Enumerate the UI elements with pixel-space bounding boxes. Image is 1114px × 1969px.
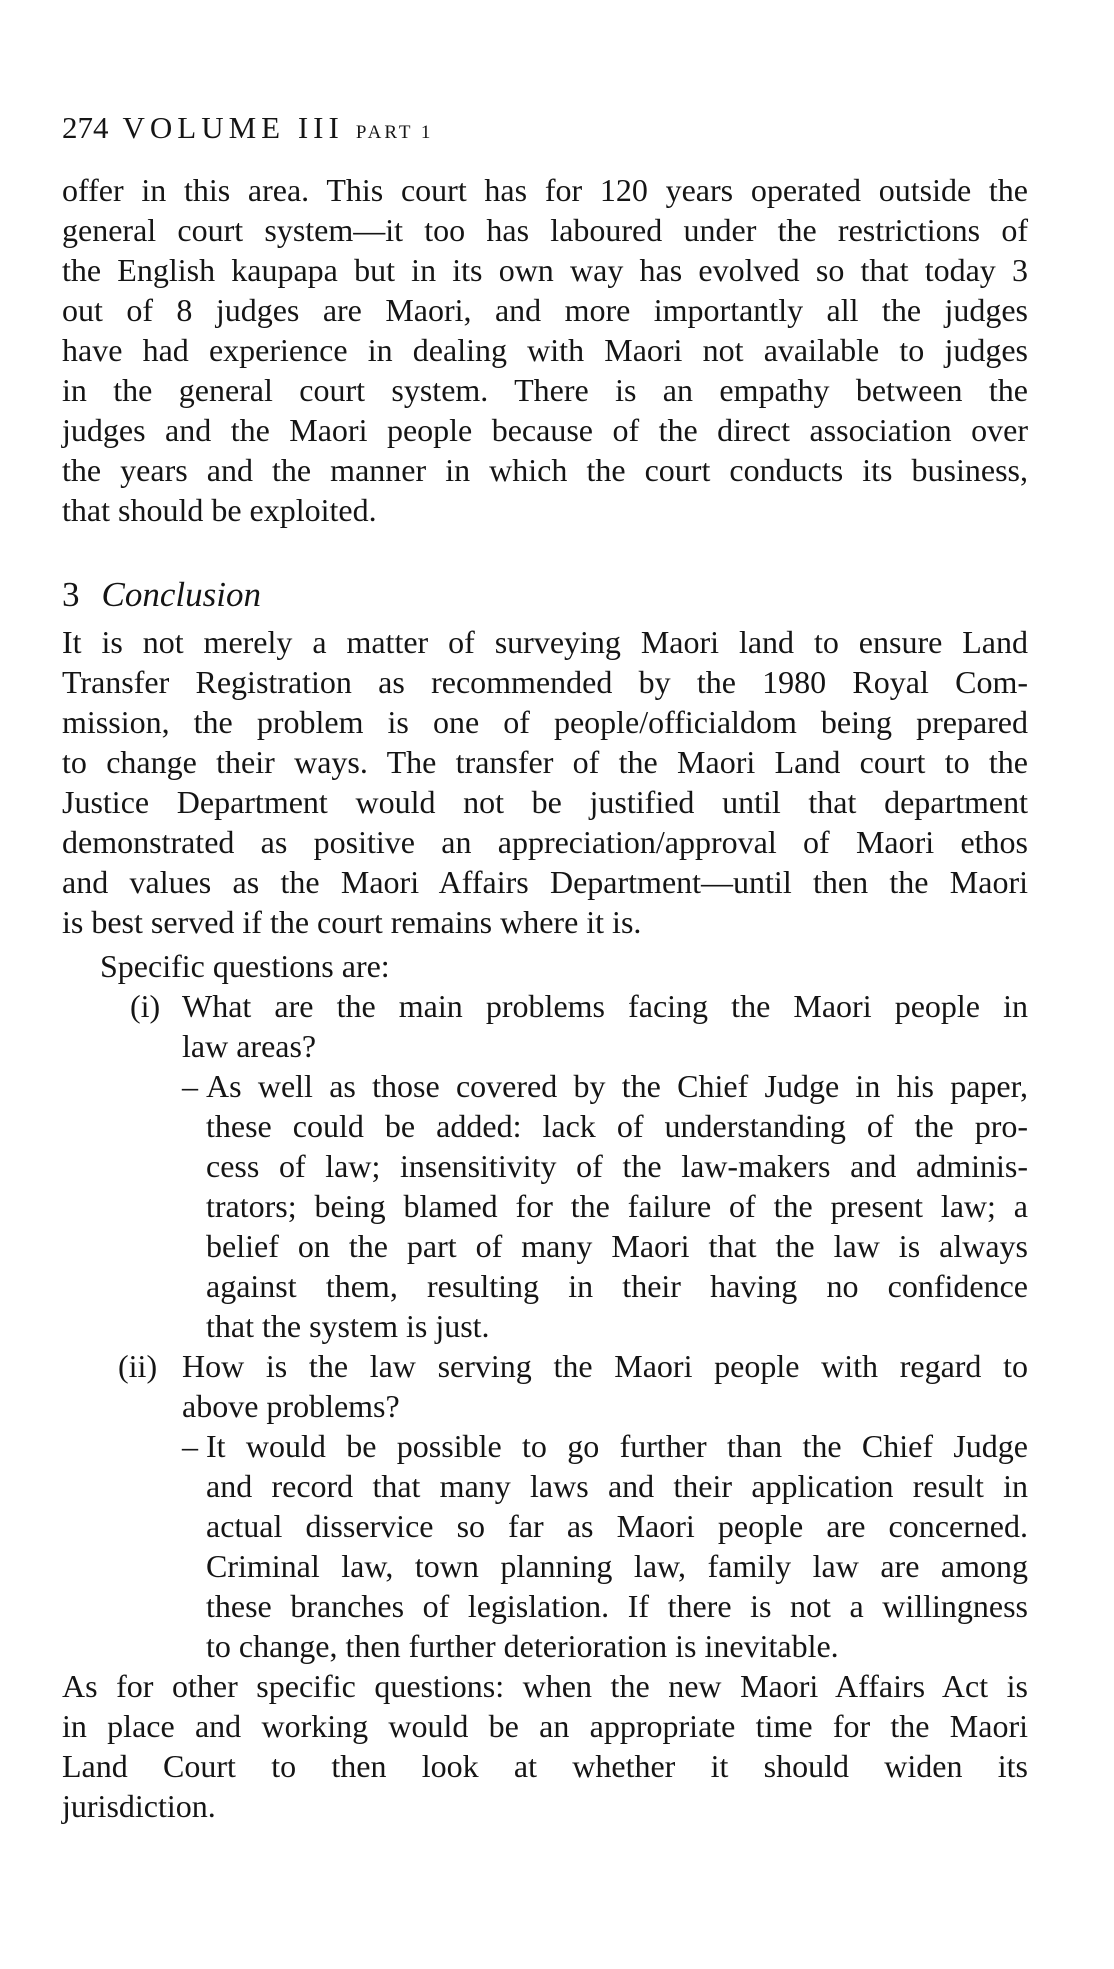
text-line: and values as the Maori Affairs Department—until then the Maori	[62, 864, 1028, 900]
text-line: As well as those covered by the Chief Judge in his paper,	[206, 1068, 1028, 1104]
text-line: the English kaupapa but in its own way has evolved so that today 3	[62, 252, 1028, 288]
text-line: belief on the part of many Maori that the law is always	[206, 1228, 1028, 1264]
page-number: 274	[62, 110, 109, 145]
question-label: (i)	[130, 988, 161, 1024]
text-line: Land Court to then look at whether it should widen its	[62, 1748, 1028, 1784]
text-line: against them, resulting in their having no confidence	[206, 1268, 1028, 1304]
text-line: in the general court system. There is an empathy between the	[62, 372, 1028, 408]
text-line: and record that many laws and their application result in	[206, 1468, 1028, 1504]
text-line: demonstrated as positive an appreciation/approval of Maori ethos	[62, 824, 1028, 860]
text-line: these could be added: lack of understanding of the pro-	[206, 1108, 1028, 1144]
text-line: that should be exploited.	[62, 492, 377, 528]
text-line: mission, the problem is one of people/officialdom being prepared	[62, 704, 1028, 740]
part-label: PART 1	[355, 122, 434, 143]
text-line: Transfer Registration as recommended by the 1980 Royal Com-	[62, 664, 1028, 700]
text-line: general court system—it too has laboured under the restrictions of	[62, 212, 1028, 248]
closing-paragraph	[62, 1666, 1028, 1826]
text-line: that the system is just.	[206, 1308, 490, 1344]
text-line: cess of law; insensitivity of the law-makers and adminis-	[206, 1148, 1028, 1184]
text-line: have had experience in dealing with Maori not available to judges	[62, 332, 1028, 368]
volume-label: VOLUME III	[122, 110, 344, 145]
text-line: to change their ways. The transfer of the Maori Land court to the	[62, 744, 1028, 780]
text-line: in place and working would be an appropriate time for the Maori	[62, 1708, 1028, 1744]
section-number: 3	[62, 575, 80, 614]
text-line: above problems?	[182, 1388, 400, 1424]
text-line: judges and the Maori people because of the direct association over	[62, 412, 1028, 448]
conclusion-paragraph	[62, 622, 1028, 942]
text-line: offer in this area. This court has for 120 years operated outside the	[62, 172, 1028, 208]
text-line: Justice Department would not be justified until that department	[62, 784, 1028, 820]
text-line: It is not merely a matter of surveying Maori land to ensure Land	[62, 624, 1028, 660]
questions-intro: Specific questions are:	[100, 948, 390, 984]
text-line: these branches of legislation. If there is not a willingness	[206, 1588, 1028, 1624]
text-line: the years and the manner in which the court conducts its business,	[62, 452, 1028, 488]
section-heading	[62, 573, 261, 617]
section-title: Conclusion	[101, 575, 261, 614]
answer-text	[206, 1066, 1028, 1346]
answer-text	[206, 1426, 1028, 1666]
question-text	[182, 1346, 1028, 1426]
text-line: How is the law serving the Maori people with regard to	[182, 1348, 1028, 1384]
text-line: Criminal law, town planning law, family law are among	[206, 1548, 1028, 1584]
text-line: What are the main problems facing the Maori people in	[182, 988, 1028, 1024]
text-line: out of 8 judges are Maori, and more importantly all the judges	[62, 292, 1028, 328]
question-label: (ii)	[118, 1348, 158, 1384]
text-line: to change, then further deterioration is inevitable.	[206, 1628, 839, 1664]
question-text	[182, 986, 1028, 1066]
text-line: It would be possible to go further than the Chief Judge	[206, 1428, 1028, 1464]
paragraph-continuation	[62, 170, 1028, 530]
text-line: actual disservice so far as Maori people are concerned.	[206, 1508, 1028, 1544]
text-line: jurisdiction.	[62, 1788, 216, 1824]
text-line: law areas?	[182, 1028, 317, 1064]
text-line: As for other specific questions: when the new Maori Affairs Act is	[62, 1668, 1028, 1704]
running-head	[62, 108, 433, 153]
text-line: trators; being blamed for the failure of the present law; a	[206, 1188, 1028, 1224]
answer-dash: –	[182, 1068, 198, 1104]
text-line: is best served if the court remains where it is.	[62, 904, 642, 940]
answer-dash: –	[182, 1428, 198, 1464]
